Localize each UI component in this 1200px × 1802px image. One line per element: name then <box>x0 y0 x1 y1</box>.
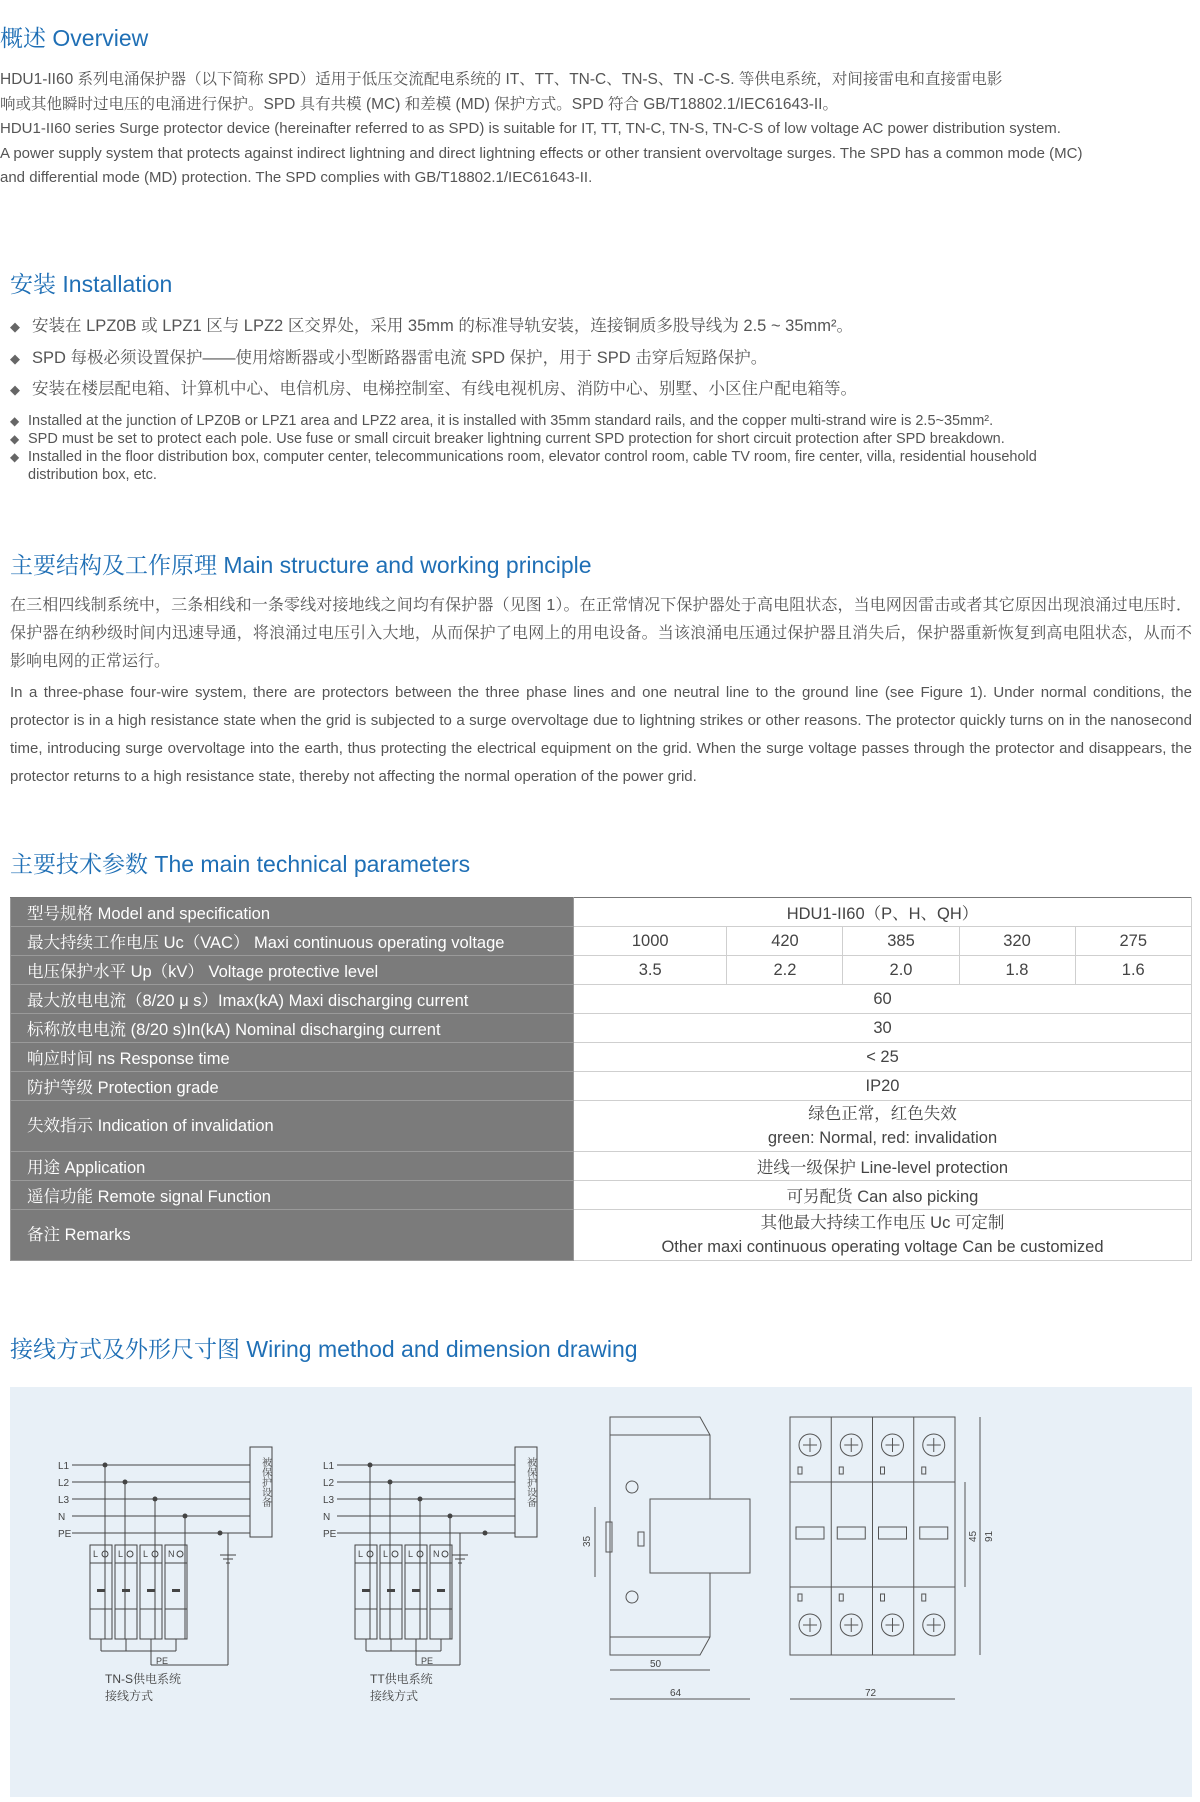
terminal-slot <box>839 1594 843 1601</box>
dimension-label: 45 <box>968 1530 979 1542</box>
table-row <box>11 1181 1192 1210</box>
status-window <box>387 1589 395 1592</box>
status-window <box>796 1527 824 1539</box>
diamond-bullet-icon: ◆ <box>10 432 20 446</box>
table-row <box>11 927 1192 956</box>
status-window <box>437 1589 445 1592</box>
diagram-panel <box>10 1387 1192 1797</box>
table-row <box>11 1014 1192 1043</box>
module-label: L <box>383 1549 389 1559</box>
side-dimension-view <box>582 1417 750 1699</box>
table-row <box>11 956 1192 985</box>
status-window <box>920 1527 948 1539</box>
installation-cn-list <box>10 311 1190 406</box>
module-label: L <box>93 1549 99 1559</box>
table-row <box>11 1072 1192 1101</box>
side-screw-icon <box>626 1591 638 1603</box>
overview-heading: 概述 Overview <box>0 25 149 51</box>
application-value: 进线一级保护 Line-level protection <box>574 1152 1192 1181</box>
list-item-text: SPD must be set to protect each pole. Use fuse or small circuit breaker lightning current SPD protection for short circuit protection after SPD breakdown. <box>28 431 1005 447</box>
remarks-label: 备注 Remarks <box>11 1210 574 1261</box>
installation-heading: 安装 Installation <box>10 271 173 297</box>
status-window <box>412 1589 420 1592</box>
diamond-bullet-icon: ◆ <box>10 350 20 366</box>
status-window <box>879 1527 907 1539</box>
up-value: 2.2 <box>727 956 843 985</box>
status-window <box>172 1589 180 1592</box>
module-label: L <box>143 1549 149 1559</box>
up-label: 电压保护水平 Up（kV） Voltage protective level <box>11 956 574 985</box>
module-label: L <box>358 1549 364 1559</box>
module-label: N <box>433 1549 440 1559</box>
list-item-text: Installed at the junction of LPZ0B or LPZ1 area and LPZ2 area, it is installed with 35mm standard rails, and the copper multi-strand wire is 2.5~35mm². <box>28 413 994 429</box>
side-clip <box>638 1532 644 1546</box>
status-window <box>362 1589 370 1592</box>
list-item <box>10 343 1190 375</box>
module-label: N <box>168 1549 175 1559</box>
overview-en-line: HDU1-II60 series Surge protector device (hereinafter referred to as SPD) is suitable for IT, TT, TN-C, TN-S, TN-C-S of low voltage AC power distribution system. <box>0 120 1061 137</box>
tt-wiring-diagram <box>323 1447 537 1703</box>
uc-value: 420 <box>727 927 843 956</box>
terminal-slot <box>922 1594 926 1601</box>
structure-cn-text: 在三相四线制系统中，三条相线和一条零线对接地线之间均有保护器（见图 1）。在正常情况下保护器处于高电阻状态，当电网因雷击或者其它原因出现浪涌过电压时．保护器在纳秒级时间内迅速导通，将浪涌过电压引入大地，从而保护了电网上的用电设备。当该浪涌电压通过保护器且消失后，保护器重新恢复到高电阻状态，从而不影响电网的正常运行。 <box>10 597 1192 670</box>
bus-line-label: N <box>323 1512 331 1523</box>
status-window <box>147 1589 155 1592</box>
terminal-screw-icon <box>442 1551 448 1557</box>
terminal-slot <box>881 1594 885 1601</box>
list-item-text: distribution box, etc. <box>28 467 157 483</box>
diagram-caption: TN-S供电系统 <box>105 1672 181 1686</box>
diagram-caption: TT供电系统 <box>370 1672 433 1686</box>
pe-label: PE <box>156 1656 169 1666</box>
wiring-dimension-drawing <box>10 1387 1192 1797</box>
terminal-slot <box>839 1467 843 1474</box>
status-window <box>837 1527 865 1539</box>
table-row <box>11 898 1192 927</box>
tns-wiring-diagram <box>58 1447 272 1703</box>
list-item <box>10 311 1190 343</box>
pe-label: PE <box>421 1656 434 1666</box>
remarks-value-cn: 其他最大持续工作电压 Uc 可定制 <box>760 1214 1005 1232</box>
uc-value: 385 <box>843 927 959 956</box>
din-rail-clip <box>606 1522 612 1552</box>
imax-value: 60 <box>574 985 1192 1014</box>
bus-line-label: L2 <box>323 1478 335 1489</box>
module-label: L <box>118 1549 124 1559</box>
list-item-text: SPD 每极必须设置保护——使用熔断器或小型断路器雷电流 SPD 保护，用于 SPD 击穿后短路保护。 <box>32 348 768 367</box>
up-value: 1.6 <box>1075 956 1191 985</box>
uc-value: 320 <box>959 927 1075 956</box>
terminal-screw-icon <box>127 1551 133 1557</box>
bus-line-label: L1 <box>58 1461 70 1472</box>
protection-label: 防护等级 Protection grade <box>11 1072 574 1101</box>
bus-line-label: L3 <box>323 1495 335 1506</box>
in-label: 标称放电电流 (8/20 s)In(kA) Nominal discharging current <box>11 1014 574 1043</box>
list-item <box>10 374 1190 406</box>
list-item <box>10 448 1190 466</box>
structure-heading: 主要结构及工作原理 Main structure and working principle <box>10 552 592 578</box>
diamond-bullet-icon: ◆ <box>10 382 20 397</box>
indication-value-en: green: Normal, red: invalidation <box>767 1129 998 1147</box>
bus-line-label: PE <box>323 1529 337 1540</box>
terminal-slot <box>881 1467 885 1474</box>
uc-value: 1000 <box>574 927 727 956</box>
indication-label: 失效指示 Indication of invalidation <box>11 1101 574 1152</box>
dimension-label: 91 <box>984 1530 995 1542</box>
indication-value-cn: 绿色正常，红色失效 <box>808 1105 957 1123</box>
overview-cn-line: 响或其他瞬时过电压的电涌进行保护。SPD 具有共模 (MC) 和差模 (MD) 保护方式。SPD 符合 GB/T18802.1/IEC61643-II。 <box>0 95 838 113</box>
list-item <box>10 466 1190 484</box>
uc-value: 275 <box>1075 927 1191 956</box>
diagram-caption: 接线方式 <box>105 1689 154 1703</box>
module-label: L <box>408 1549 414 1559</box>
table-row <box>11 1152 1192 1181</box>
protected-equipment-label: 被保护设备 <box>259 1457 271 1507</box>
model-value: HDU1-II60（P、H、QH） <box>574 898 1192 927</box>
dimension-label: 64 <box>670 1688 682 1699</box>
table-row <box>11 1101 1192 1152</box>
indication-value <box>574 1101 1192 1152</box>
protection-value: IP20 <box>574 1072 1192 1101</box>
imax-label: 最大放电电流（8/20 μ s）Imax(kA) Maxi discharging current <box>11 985 574 1014</box>
up-value: 2.0 <box>843 956 959 985</box>
list-item <box>10 412 1190 430</box>
terminal-screw-icon <box>392 1551 398 1557</box>
junction-dot <box>218 1531 223 1536</box>
remote-label: 遥信功能 Remote signal Function <box>11 1181 574 1210</box>
list-item-text: Installed in the floor distribution box, computer center, telecommunications room, elevator control room, cable TV room, fire center, villa, residential household <box>28 449 1037 465</box>
overview-cn-line: HDU1-II60 系列电涌保护器（以下简称 SPD）适用于低压交流配电系统的 IT、TT、TN-C、TN-S、TN -C-S. 等供电系统，对间接雷电和直接雷电影 <box>0 71 1003 88</box>
list-item <box>10 430 1190 448</box>
spec-table <box>10 897 1192 1261</box>
table-row <box>11 985 1192 1014</box>
bus-line-label: PE <box>58 1529 72 1540</box>
terminal-slot <box>922 1467 926 1474</box>
uc-label: 最大持续工作电压 Uc（VAC） Maxi continuous operating voltage <box>11 927 574 956</box>
table-row <box>11 1043 1192 1072</box>
side-body <box>650 1499 750 1573</box>
dimension-label: 35 <box>582 1535 593 1547</box>
bus-line-label: L1 <box>323 1461 335 1472</box>
bus-line-label: L2 <box>58 1478 70 1489</box>
terminal-slot <box>798 1594 802 1601</box>
terminal-screw-icon <box>177 1551 183 1557</box>
status-window <box>122 1589 130 1592</box>
up-value: 3.5 <box>574 956 727 985</box>
remote-value: 可另配货 Can also picking <box>574 1181 1192 1210</box>
overview-text <box>0 68 1192 191</box>
model-label: 型号规格 Model and specification <box>11 898 574 927</box>
side-outline <box>610 1417 750 1655</box>
table-row <box>11 1210 1192 1261</box>
protected-equipment-label: 被保护设备 <box>524 1457 536 1507</box>
params-heading: 主要技术参数 The main technical parameters <box>10 851 471 877</box>
bus-line-label: L3 <box>58 1495 70 1506</box>
status-window <box>97 1589 105 1592</box>
response-label: 响应时间 ns Response time <box>11 1043 574 1072</box>
dimension-label: 50 <box>650 1659 662 1670</box>
up-value: 1.8 <box>959 956 1075 985</box>
side-screw-icon <box>626 1481 638 1493</box>
installation-en-list <box>10 412 1190 484</box>
list-item-text: 安装在楼层配电箱、计算机中心、电信机房、电梯控制室、有线电视机房、消防中心、别墅、小区住户配电箱等。 <box>32 380 857 398</box>
overview-en-line: and differential mode (MD) protection. The SPD complies with GB/T18802.1/IEC61643-II. <box>0 169 593 186</box>
dimension-label: 72 <box>865 1688 877 1699</box>
application-label: 用途 Application <box>11 1152 574 1181</box>
junction-dot <box>483 1531 488 1536</box>
bus-line-label: N <box>58 1512 66 1523</box>
diamond-bullet-icon: ◆ <box>10 414 20 428</box>
front-dimension-view <box>790 1417 995 1699</box>
remarks-value-en: Other maxi continuous operating voltage Can be customized <box>661 1238 1104 1256</box>
in-value: 30 <box>574 1014 1192 1043</box>
response-value: < 25 <box>574 1043 1192 1072</box>
terminal-slot <box>798 1467 802 1474</box>
list-item-text: 安装在 LPZ0B 或 LPZ1 区与 LPZ2 区交界处，采用 35mm 的标准导轨安装，连接铜质多股导线为 2.5 ~ 35mm²。 <box>32 317 853 335</box>
diagram-caption: 接线方式 <box>370 1689 419 1703</box>
remarks-value <box>574 1210 1192 1261</box>
diamond-bullet-icon: ◆ <box>10 319 20 334</box>
overview-en-line: A power supply system that protects against indirect lightning and direct lightning effects or other transient overvoltage surges. The SPD has a common mode (MC) <box>0 144 1083 162</box>
structure-en-text: In a three-phase four-wire system, there are protectors between the three phase lines and one neutral line to the ground line (see Figure 1). Under normal conditions, the protector is in a high resistance state when the grid is subjected to a surge overvoltage due to lightning strikes or other reasons. The protector quickly turns on in the nanosecond time, introducing surge overvoltage into the earth, thus protecting the electrical equipment on the grid. When the surge voltage passes through the protector and disappears, the protector returns to a high resistance state, thereby not affecting the normal operation of the power grid. <box>10 684 1192 785</box>
wiring-heading: 接线方式及外形尺寸图 Wiring method and dimension drawing <box>10 1336 638 1362</box>
diamond-bullet-icon: ◆ <box>10 450 20 464</box>
